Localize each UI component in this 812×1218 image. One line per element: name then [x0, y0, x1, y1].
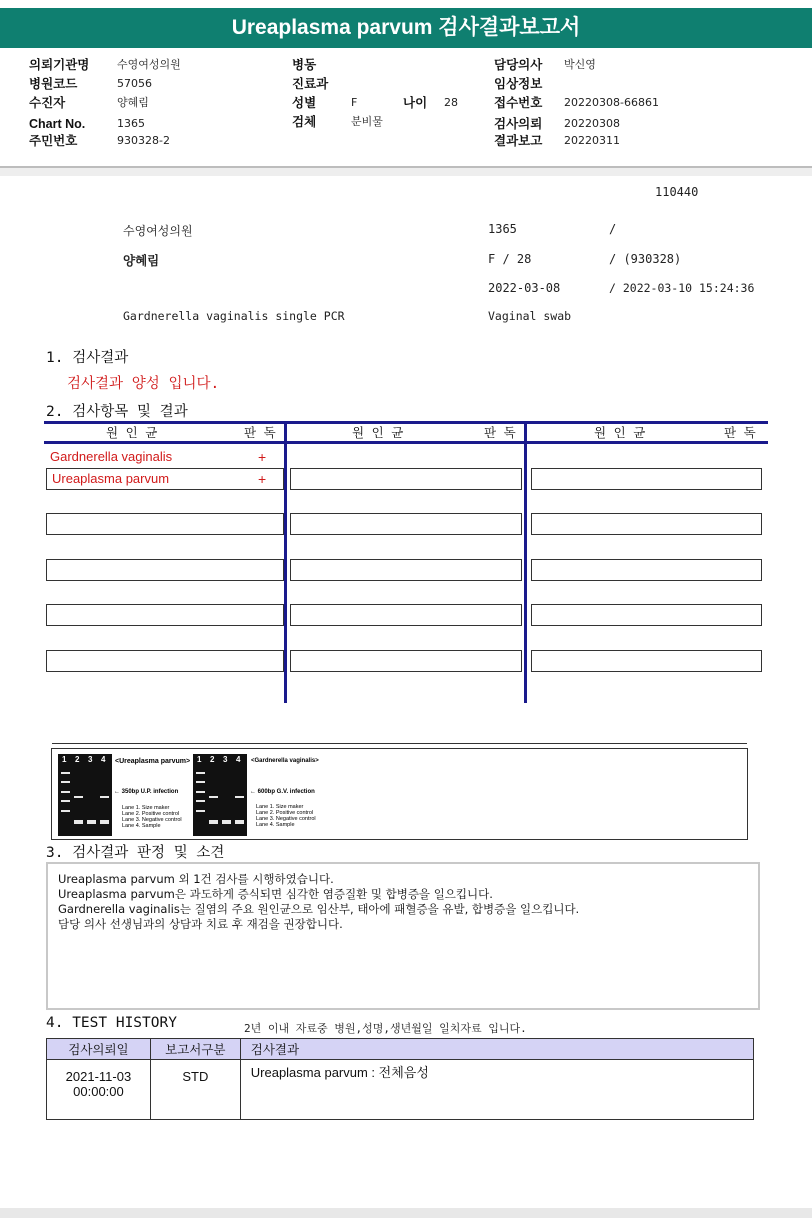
gel-band	[61, 781, 70, 783]
lane-number: 2	[210, 755, 215, 764]
grid-divider-1	[284, 421, 287, 703]
history-col-result: 검사결과	[240, 1039, 753, 1060]
history-date-cell	[47, 1060, 151, 1120]
history-header-row	[47, 1039, 754, 1060]
request-date-label: 검사의뢰	[494, 117, 543, 131]
lane-number: 2	[75, 755, 80, 764]
result-box	[531, 559, 762, 581]
summary-institution: 수영여성의원	[123, 224, 193, 238]
result-box	[290, 559, 522, 581]
section1-heading: 1. 검사결과	[46, 350, 129, 366]
result-name-1: Gardnerella vaginalis	[50, 449, 173, 464]
specimen-label: 검체	[292, 115, 317, 129]
age-value: 28	[444, 96, 458, 109]
doctor-label: 담당의사	[494, 58, 543, 72]
gel-note: Lane 1. Size maker	[122, 805, 170, 811]
history-note: 2년 이내 자료중 병원,성명,생년월일 일치자료 입니다.	[244, 1022, 527, 1035]
header-row-patient	[29, 94, 279, 112]
col3-judgement-header: 판 독	[724, 425, 756, 440]
request-date-value: 20220308	[564, 117, 620, 130]
hospital-code-value: 57056	[117, 77, 152, 90]
lane-number: 4	[236, 755, 241, 764]
result-box	[290, 513, 522, 535]
header-row-resident-no	[29, 132, 279, 150]
header-row-hospital-code	[29, 75, 279, 93]
header-row-dept	[292, 75, 472, 93]
grid-divider-2	[524, 421, 527, 703]
gel-lanes-gv	[193, 754, 247, 836]
history-result: Ureaplasma parvum : 전체음성	[240, 1060, 753, 1120]
header-row-sex-age	[292, 94, 472, 112]
header-row-doctor	[494, 56, 714, 74]
gel-band	[222, 820, 231, 824]
lane-number: 1	[62, 755, 67, 764]
report-code: 110440	[655, 185, 699, 199]
result-box	[531, 468, 762, 490]
summary-slash: /	[609, 222, 617, 236]
summary-receipt-date: 2022-03-08	[488, 281, 561, 295]
patient-label: 수진자	[29, 96, 66, 110]
gel-note: Lane 2. Positive control	[256, 810, 314, 816]
result-box	[531, 650, 762, 672]
history-type: STD	[150, 1060, 240, 1120]
dept-label: 진료과	[292, 77, 329, 91]
resident-no-value: 930328-2	[117, 134, 170, 147]
gel-note: Lane 4. Sample	[122, 823, 161, 829]
gel-note: Lane 1. Size maker	[256, 804, 304, 810]
history-table	[46, 1038, 754, 1120]
gel-note: Lane 3. Negative control	[256, 816, 316, 822]
gel-note: Lane 2. Positive control	[122, 811, 180, 817]
result-box	[46, 513, 284, 535]
lane-number: 4	[101, 755, 106, 764]
gel-lanes-up	[58, 754, 112, 836]
doctor-value: 박신영	[564, 58, 596, 71]
patient-value: 양혜림	[117, 96, 149, 109]
clinical-info-label: 임상정보	[494, 77, 543, 91]
lane-number: 1	[197, 755, 202, 764]
gel-band	[235, 796, 244, 798]
result-box	[531, 513, 762, 535]
header-shadow-strip	[0, 168, 812, 176]
col1-pathogen-header: 원 인 균	[106, 425, 158, 440]
result-mark-1: +	[258, 449, 267, 465]
age-label: 나이	[403, 96, 428, 110]
opinion-line: 담당 의사 선생님과의 상담과 치료 후 재검을 권장합니다.	[58, 917, 343, 931]
gel-note: Lane 4. Sample	[256, 822, 295, 828]
gel-arrow-up: ← 350bp U.P. infection	[114, 789, 179, 795]
col2-pathogen-header: 원 인 균	[352, 425, 404, 440]
section2-heading: 2. 검사항목 및 결과	[46, 404, 188, 420]
summary-patient: 양혜림	[123, 253, 160, 268]
header-row-receipt-no	[494, 94, 714, 112]
result-mark-2: +	[258, 471, 267, 487]
header-row-ward	[292, 56, 472, 74]
col2-judgement-header: 판 독	[484, 425, 516, 440]
gel-band	[196, 800, 205, 802]
gel-top-rule	[52, 743, 747, 744]
result-box	[290, 468, 522, 490]
result-box	[290, 650, 522, 672]
result-box	[46, 604, 284, 626]
header-row-specimen	[292, 113, 472, 131]
report-date-label: 결과보고	[494, 134, 543, 148]
gel-band	[196, 791, 205, 793]
history-time: 00:00:00	[73, 1084, 124, 1099]
header-row-chart-no	[29, 115, 279, 133]
specimen-value: 분비물	[351, 115, 383, 128]
lane-number: 3	[223, 755, 228, 764]
summary-test-name: Gardnerella vaginalis single PCR	[123, 309, 345, 323]
footer-strip	[0, 1208, 812, 1218]
header-row-report-date	[494, 132, 714, 150]
result-box	[531, 604, 762, 626]
header-row-clinical-info	[494, 75, 714, 93]
gel-band	[209, 820, 218, 824]
gel-notes-up	[122, 805, 182, 829]
gel-arrow-gv: ← 600bp G.V. infection	[250, 789, 315, 795]
gel-band	[196, 781, 205, 783]
header-row-request-date	[494, 115, 714, 133]
gel-band	[196, 772, 205, 774]
summary-sex-age: F / 28	[488, 252, 532, 266]
institution-label: 의뢰기관명	[29, 58, 90, 72]
history-date: 2021-11-03	[65, 1069, 132, 1084]
resident-no-label: 주민번호	[29, 134, 78, 148]
gel-band	[74, 796, 83, 798]
chart-no-value: 1365	[117, 117, 145, 130]
summary-specimen: Vaginal swab	[488, 309, 572, 323]
history-col-request-date: 검사의뢰일	[47, 1039, 151, 1060]
ward-label: 병동	[292, 58, 317, 72]
section3-heading: 3. 검사결과 판정 및 소견	[46, 845, 225, 861]
col1-judgement-header: 판 독	[244, 425, 276, 440]
hospital-code-label: 병원코드	[29, 77, 78, 91]
gel-band	[74, 820, 83, 824]
col3-pathogen-header: 원 인 균	[594, 425, 646, 440]
opinion-line: Gardnerella vaginalis는 질염의 주요 원인균으로 임산부, 태아에 패혈증을 유발, 합병증을 일으킵니다.	[58, 902, 580, 916]
result-box	[290, 604, 522, 626]
opinion-box	[46, 862, 760, 1010]
summary-chart-no: 1365	[488, 222, 517, 236]
report-title: Ureaplasma parvum 검사결과보고서	[0, 8, 812, 48]
grid-header-line	[44, 441, 768, 444]
result-box	[46, 559, 284, 581]
chart-no-label: Chart No.	[29, 117, 86, 131]
gel-title-up: <Ureaplasma parvum>	[115, 758, 191, 765]
section4-heading: 4. TEST HISTORY	[46, 1015, 177, 1031]
gel-band	[61, 791, 70, 793]
history-col-report-type: 보고서구분	[150, 1039, 240, 1060]
gel-band	[235, 820, 244, 824]
gel-band	[61, 772, 70, 774]
receipt-no-label: 접수번호	[494, 96, 543, 110]
result-box	[46, 650, 284, 672]
gel-band	[61, 810, 70, 812]
receipt-no-value: 20220308-66861	[564, 96, 659, 109]
gel-note: Lane 3. Negative control	[122, 817, 182, 823]
table-row	[47, 1060, 754, 1120]
opinion-line: Ureaplasma parvum 외 1건 검사를 시행하였습니다.	[58, 872, 334, 886]
gel-band	[100, 820, 109, 824]
header-row-institution	[29, 56, 279, 74]
gel-notes-gv	[256, 804, 316, 828]
report-date-value: 20220311	[564, 134, 620, 147]
institution-value: 수영여성의원	[117, 58, 181, 71]
opinion-line: Ureaplasma parvum은 과도하게 증식되면 심각한 염증질환 및 합병증을 일으킵니다.	[58, 887, 493, 901]
lane-number: 3	[88, 755, 93, 764]
gel-band	[100, 796, 109, 798]
gel-electrophoresis-image	[51, 748, 748, 840]
result-name-2: Ureaplasma parvum	[52, 471, 170, 486]
sex-label: 성별	[292, 96, 317, 110]
gel-band	[209, 796, 218, 798]
section1-result-text: 검사결과 양성 입니다.	[67, 376, 220, 392]
gel-title-gv: <Gardnerella vaginalis>	[251, 758, 319, 764]
gel-band	[196, 810, 205, 812]
summary-report-datetime: / 2022-03-10 15:24:36	[609, 281, 755, 295]
sex-value: F	[351, 96, 358, 109]
report-header	[0, 50, 812, 166]
gel-band	[61, 800, 70, 802]
results-grid	[44, 421, 768, 703]
gel-band	[87, 820, 96, 824]
summary-birth: / (930328)	[609, 252, 682, 266]
